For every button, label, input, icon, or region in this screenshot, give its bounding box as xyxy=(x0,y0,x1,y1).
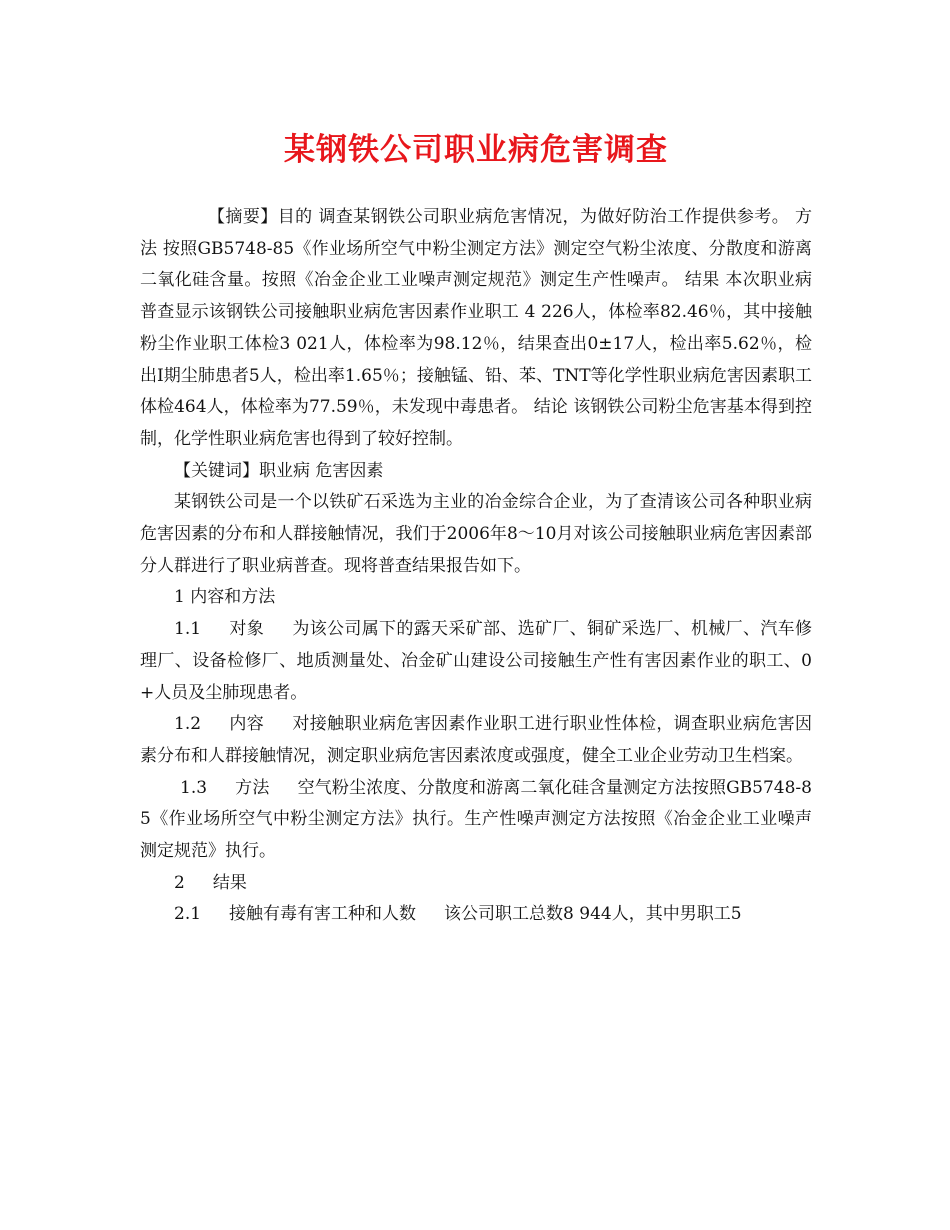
document-body xyxy=(140,202,812,931)
section-2-1-heading: 接触有毒有害工种和人数 xyxy=(229,904,417,925)
section-1-1-number: 1.1 xyxy=(174,619,202,640)
section-2-1-paragraph xyxy=(140,899,812,931)
section-1-2-number: 1.2 xyxy=(174,714,202,735)
document-page xyxy=(140,0,812,1230)
section-1-1-text: 为该公司属下的露天采矿部、选矿厂、铜矿采选厂、机械厂、汽车修理厂、设备检修厂、地质测量处、冶金矿山建设公司接触生产性有害因素作业的职工、0+人员及尘肺现患者。 xyxy=(140,619,813,703)
section-2-number: 2 xyxy=(174,872,185,893)
section-1-3-paragraph xyxy=(140,773,812,868)
abstract-paragraph: 【摘要】目的 调查某钢铁公司职业病危害情况，为做好防治工作提供参考。 方法 按照GB5748-85《作业场所空气中粉尘测定方法》测定空气粉尘浓度、分散度和游离二氧化硅含量。按照《冶金企业工业噪声测定规范》测定生产性噪声。 结果 本次职业病普查显示该钢铁公司接触职业病危害因素作业职工 4 226人，体检率82.46％，其中接触粉尘作业职工体检3 021人，体检率为98.12％，结果查出0±17人，检出率5.62％，检出Ⅰ期尘肺患者5人，检出率1.65％；接触锰、铅、苯、TNT等化学性职业病危害因素职工体检464人，体检率为77.59％，未发现中毒患者。 结论 该钢铁公司粉尘危害基本得到控制，化学性职业病危害也得到了较好控制。 xyxy=(140,207,812,449)
section-1-3-heading: 方法 xyxy=(235,777,270,798)
intro-paragraph: 某钢铁公司是一个以铁矿石采选为主业的冶金综合企业，为了查清该公司各种职业病危害因素的分布和人群接触情况，我们于2006年8～10月对该公司接触职业病危害因素部分人群进行了职业病普查。现将普查结果报告如下。 xyxy=(140,492,812,576)
section-1-2-paragraph xyxy=(140,709,812,772)
section-1-3-text: 空气粉尘浓度、分散度和游离二氧化硅含量测定方法按照GB5748-85《作业场所空气中粉尘测定方法》执行。生产性噪声测定方法按照《冶金企业工业噪声测定规范》执行。 xyxy=(140,777,812,862)
section-2-1-number: 2.1 xyxy=(174,904,202,925)
section-1-3-number: 1.3 xyxy=(180,777,208,798)
section-2-heading xyxy=(140,868,812,900)
section-1-heading: 1 内容和方法 xyxy=(174,587,276,608)
section-1-2-text: 对接触职业病危害因素作业职工进行职业性体检，调查职业病危害因素分布和人群接触情况，测定职业病危害因素浓度或强度，健全工业企业劳动卫生档案。 xyxy=(140,714,813,766)
section-1-1-paragraph xyxy=(140,614,812,709)
document-title: 某钢铁公司职业病危害调查 xyxy=(284,132,668,168)
section-1-1-heading: 对象 xyxy=(229,619,265,640)
section-2-title: 结果 xyxy=(212,872,247,893)
section-2-1-text: 该公司职工总数8 944人，其中男职工5 xyxy=(444,904,742,925)
section-1-2-heading: 内容 xyxy=(229,714,265,735)
keywords-paragraph: 【关键词】职业病 危害因素 xyxy=(174,460,384,481)
